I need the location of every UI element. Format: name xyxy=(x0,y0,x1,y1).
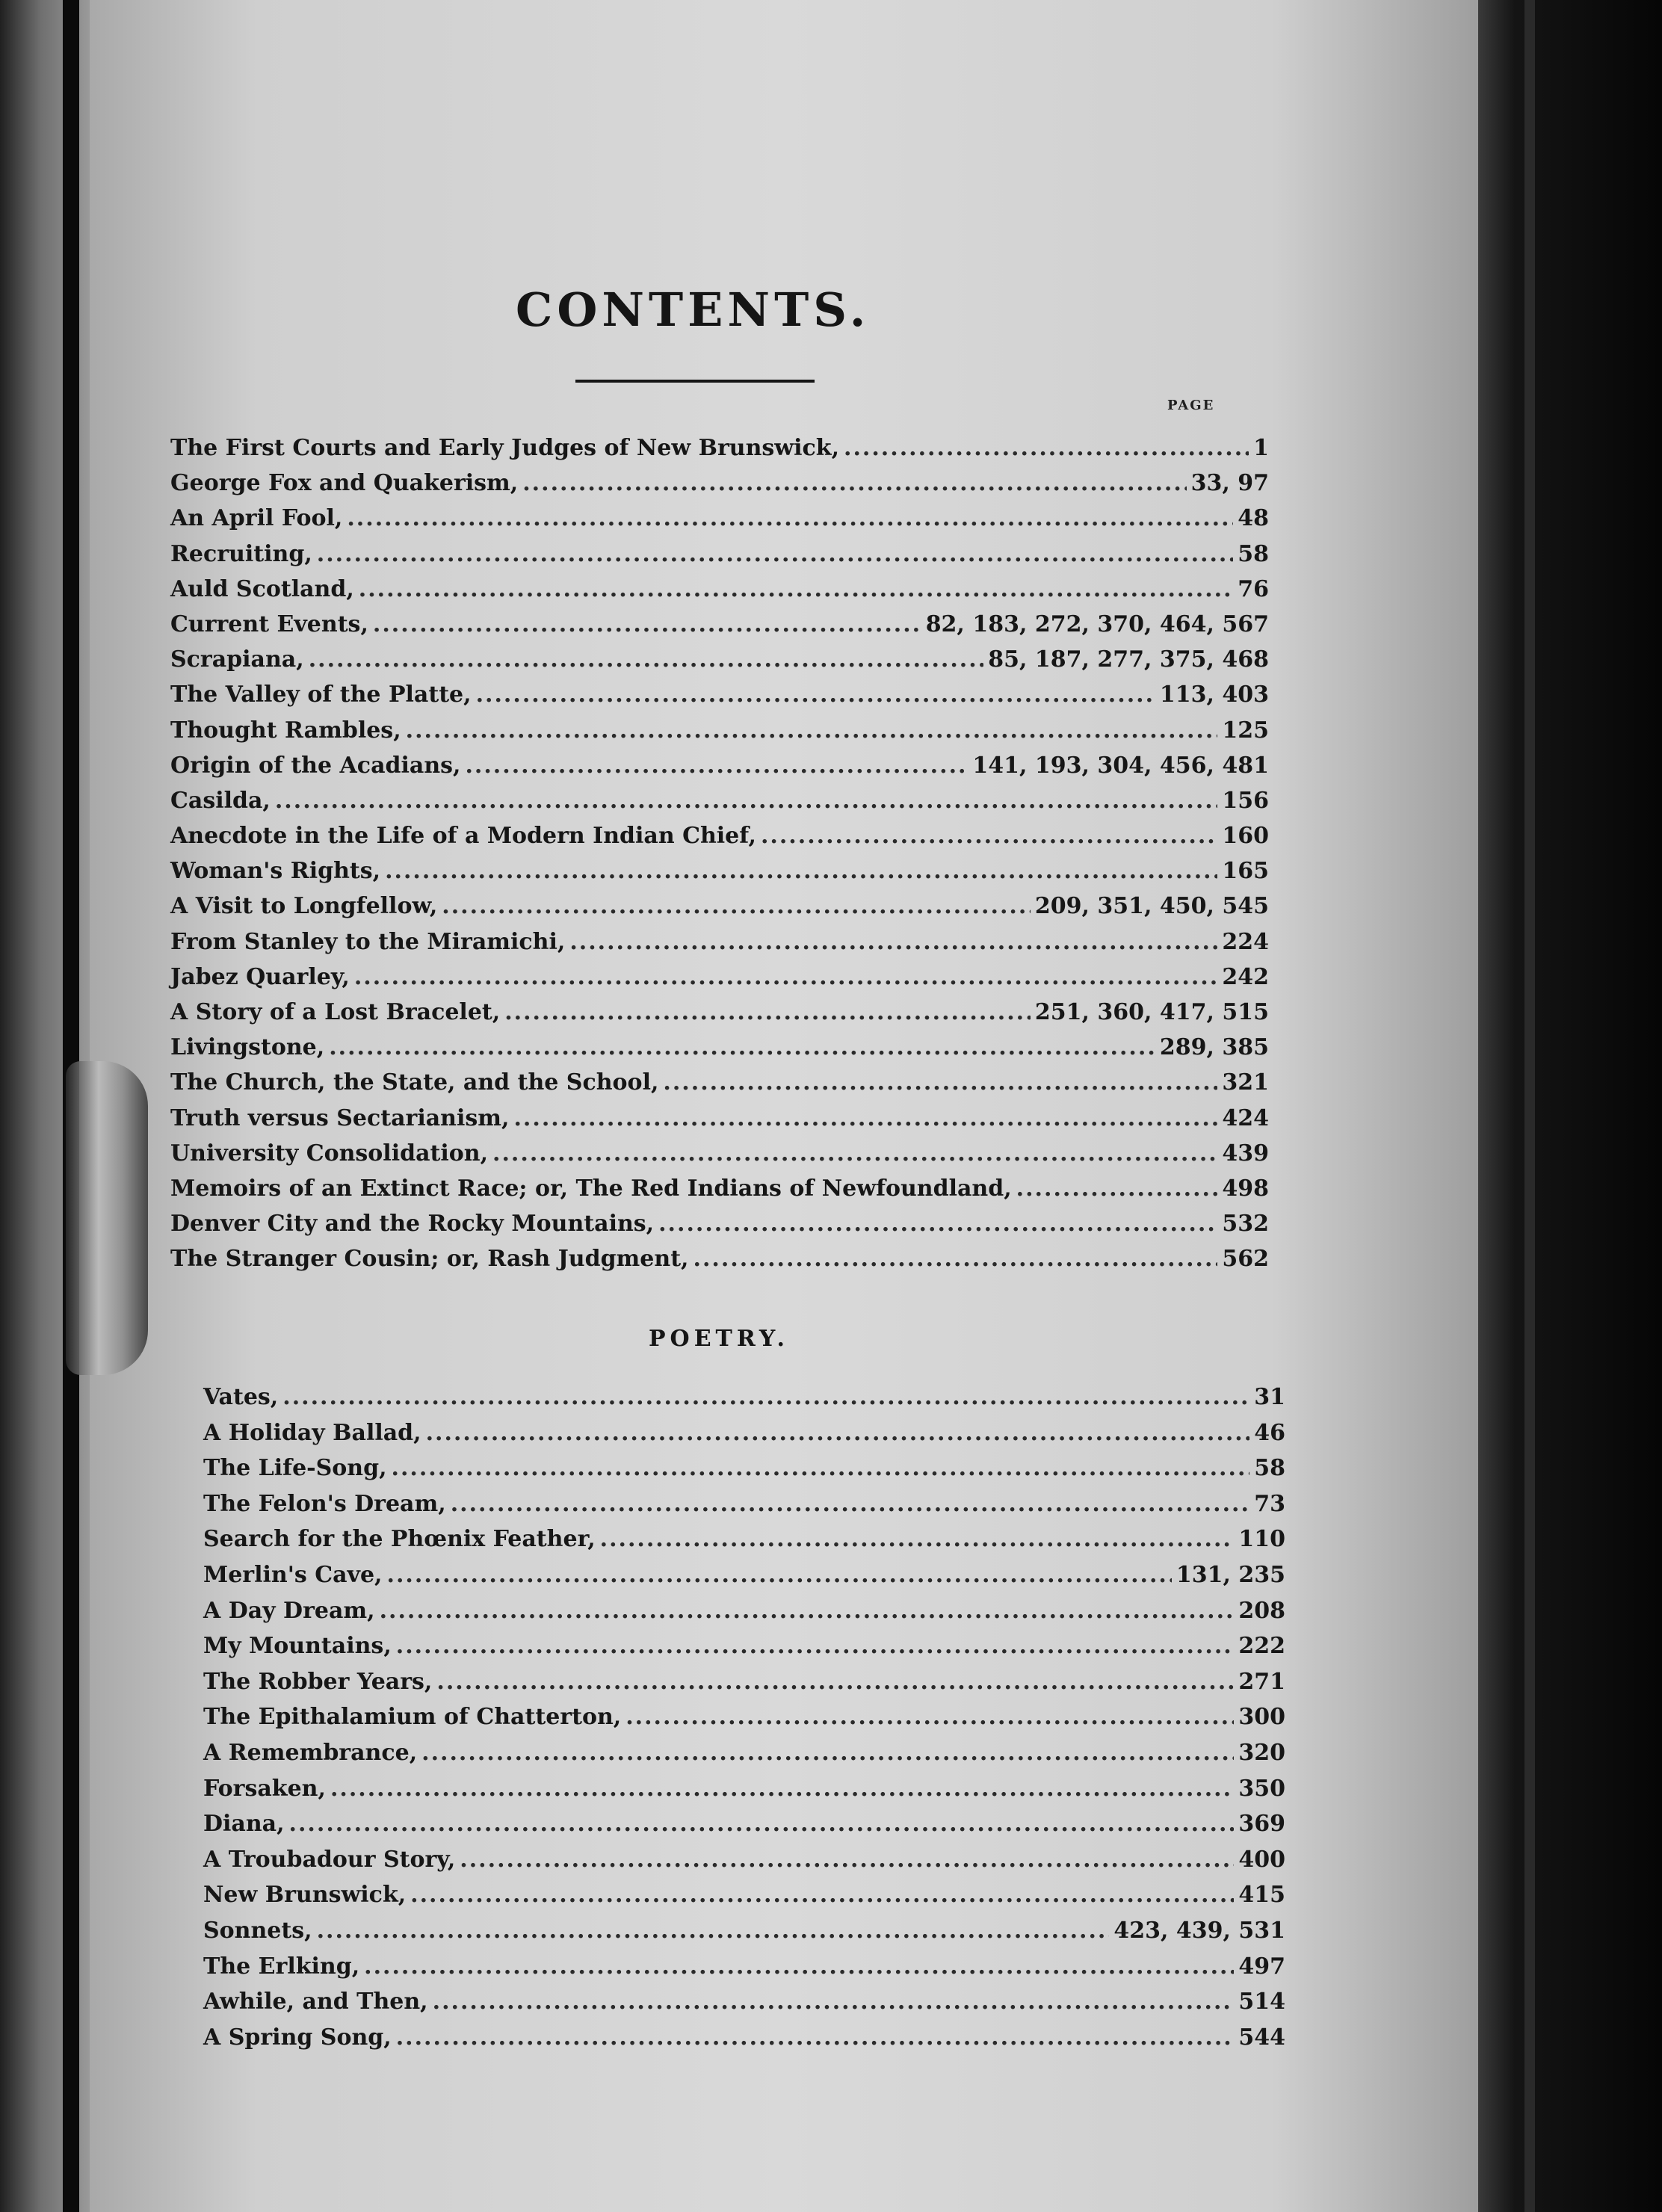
entry-title: Memoirs of an Extinct Race; or, The Red Indians of Newfoundland, xyxy=(170,1175,1012,1202)
toc-entry xyxy=(170,1140,1269,1175)
dot-leader xyxy=(1016,1175,1218,1202)
dot-leader xyxy=(600,1526,1235,1552)
dot-leader xyxy=(396,1633,1235,1659)
toc-entry xyxy=(170,611,1269,646)
dot-leader xyxy=(359,576,1233,602)
entry-pages: 58 xyxy=(1238,540,1269,567)
entry-title: A Day Dream, xyxy=(203,1597,375,1624)
entry-pages: 400 xyxy=(1238,1846,1285,1873)
toc-entry xyxy=(203,1669,1285,1705)
toc-entry xyxy=(170,682,1269,717)
entry-pages: 320 xyxy=(1238,1739,1285,1766)
entry-title: Auld Scotland, xyxy=(170,575,354,602)
entry-pages: 289, 385 xyxy=(1159,1034,1269,1061)
entry-pages: 76 xyxy=(1238,575,1269,602)
toc-entry xyxy=(170,893,1269,928)
entry-pages: 242 xyxy=(1222,963,1269,990)
dot-leader xyxy=(442,893,1031,919)
toc-entry xyxy=(203,1918,1285,1953)
entry-title: The Stranger Cousin; or, Rash Judgment, xyxy=(170,1246,689,1273)
entry-title: George Fox and Quakerism, xyxy=(170,470,519,497)
entry-title: Merlin's Cave, xyxy=(203,1561,383,1588)
entry-pages: 110 xyxy=(1238,1526,1285,1553)
entry-pages: 514 xyxy=(1238,1989,1285,2015)
entry-title: Scrapiana, xyxy=(170,646,304,673)
toc-entry xyxy=(170,717,1269,753)
toc-entry xyxy=(203,1491,1285,1527)
entry-title: New Brunswick, xyxy=(203,1882,407,1909)
dot-leader xyxy=(844,435,1249,461)
entry-title: A Troubadour Story, xyxy=(203,1846,456,1873)
entry-pages: 423, 439, 531 xyxy=(1113,1917,1285,1944)
dot-leader xyxy=(289,1811,1235,1837)
dot-leader xyxy=(354,964,1218,990)
toc-entry xyxy=(203,1989,1285,2024)
toc-entry xyxy=(170,505,1269,540)
toc-entry xyxy=(203,2024,1285,2060)
right-edge xyxy=(1478,0,1662,2212)
entry-pages: 369 xyxy=(1238,1811,1285,1838)
toc-entry xyxy=(170,646,1269,682)
dot-leader xyxy=(317,1918,1110,1944)
dot-leader xyxy=(373,611,921,637)
entry-title: A Remembrance, xyxy=(203,1739,418,1766)
toc-entry xyxy=(203,1562,1285,1598)
toc-entry xyxy=(203,1633,1285,1669)
dot-leader xyxy=(387,1562,1172,1588)
dot-leader xyxy=(658,1211,1217,1237)
entry-title: Awhile, and Then, xyxy=(203,1989,428,2015)
dot-leader xyxy=(492,1140,1217,1167)
toc-entry xyxy=(170,999,1269,1034)
toc-entry xyxy=(203,1953,1285,1989)
toc-entry xyxy=(170,858,1269,893)
toc-entry xyxy=(170,788,1269,823)
entry-pages: 439 xyxy=(1222,1140,1269,1167)
dot-leader xyxy=(460,1847,1234,1873)
toc-entry xyxy=(170,435,1269,470)
entry-title: Recruiting, xyxy=(170,540,312,567)
entry-title: Denver City and the Rocky Mountains, xyxy=(170,1211,655,1238)
toc-entry xyxy=(203,1384,1285,1420)
entry-title: The Valley of the Platte, xyxy=(170,682,472,708)
entry-pages: 209, 351, 450, 545 xyxy=(1034,893,1269,920)
entry-title: Sonnets, xyxy=(203,1917,312,1944)
entry-pages: 31 xyxy=(1254,1384,1285,1410)
dot-leader xyxy=(476,682,1155,708)
toc-entry xyxy=(203,1526,1285,1562)
entry-pages: 46 xyxy=(1254,1419,1285,1446)
poetry-heading: POETRY. xyxy=(649,1326,789,1352)
entry-title: The First Courts and Early Judges of New Brunswick, xyxy=(170,435,840,461)
entry-pages: 251, 360, 417, 515 xyxy=(1034,999,1269,1025)
entry-title: A Holiday Ballad, xyxy=(203,1419,421,1446)
dot-leader xyxy=(426,1420,1250,1446)
dot-leader xyxy=(317,541,1233,567)
toc-entry xyxy=(203,1847,1285,1882)
toc-entry xyxy=(203,1811,1285,1847)
toc-entry xyxy=(203,1420,1285,1456)
toc-entry xyxy=(203,1740,1285,1776)
page-column-label: PAGE xyxy=(1167,398,1215,413)
dot-leader xyxy=(330,1776,1234,1802)
entry-pages: 48 xyxy=(1238,505,1269,532)
toc-entry xyxy=(170,1069,1269,1105)
entry-pages: 125 xyxy=(1222,717,1269,744)
entry-title: Search for the Phœnix Feather, xyxy=(203,1526,596,1553)
entry-pages: 131, 235 xyxy=(1176,1561,1285,1588)
dot-leader xyxy=(406,717,1218,744)
toc-entry xyxy=(170,1175,1269,1211)
page-fold xyxy=(66,1061,148,1375)
toc-entry xyxy=(203,1455,1285,1491)
poetry-contents-list xyxy=(203,1384,1285,2060)
entry-pages: 222 xyxy=(1238,1633,1285,1660)
entry-pages: 160 xyxy=(1222,823,1269,850)
entry-pages: 85, 187, 277, 375, 468 xyxy=(988,646,1269,673)
toc-entry xyxy=(203,1882,1285,1918)
entry-title: University Consolidation, xyxy=(170,1140,489,1167)
toc-entry xyxy=(170,929,1269,964)
toc-entry xyxy=(170,576,1269,611)
dot-leader xyxy=(347,505,1233,531)
entry-title: Origin of the Acadians, xyxy=(170,752,461,779)
entry-pages: 224 xyxy=(1222,928,1269,955)
entry-title: Anecdote in the Life of a Modern Indian Chief, xyxy=(170,823,756,850)
entry-title: The Epithalamium of Chatterton, xyxy=(203,1704,622,1731)
entry-pages: 1 xyxy=(1253,435,1269,461)
entry-pages: 424 xyxy=(1222,1105,1269,1131)
dot-leader xyxy=(522,470,1186,496)
entry-title: A Story of a Lost Bracelet, xyxy=(170,999,501,1025)
dot-leader xyxy=(693,1246,1218,1272)
dot-leader xyxy=(465,753,968,779)
dot-leader xyxy=(380,1598,1235,1624)
entry-pages: 415 xyxy=(1238,1882,1285,1909)
toc-entry xyxy=(170,1105,1269,1140)
entry-pages: 562 xyxy=(1222,1246,1269,1273)
toc-entry xyxy=(170,753,1269,788)
entry-title: The Felon's Dream, xyxy=(203,1490,446,1517)
dot-leader xyxy=(329,1034,1155,1060)
toc-entry xyxy=(170,1246,1269,1281)
dot-leader xyxy=(396,2024,1235,2051)
dot-leader xyxy=(309,646,984,673)
right-edge-strip xyxy=(1524,0,1535,2212)
toc-entry xyxy=(203,1598,1285,1634)
dot-leader xyxy=(275,788,1218,814)
entry-pages: 33, 97 xyxy=(1190,470,1269,497)
toc-entry xyxy=(170,1034,1269,1069)
prose-contents-list xyxy=(170,435,1269,1282)
entry-pages: 141, 193, 304, 456, 481 xyxy=(972,752,1269,779)
dot-leader xyxy=(433,1989,1235,2015)
entry-pages: 350 xyxy=(1238,1775,1285,1802)
dot-leader xyxy=(392,1455,1250,1481)
entry-title: The Robber Years, xyxy=(203,1668,433,1695)
dot-leader xyxy=(663,1069,1217,1096)
entry-pages: 532 xyxy=(1222,1211,1269,1238)
entry-pages: 82, 183, 272, 370, 464, 567 xyxy=(925,611,1269,637)
dot-leader xyxy=(436,1669,1234,1695)
entry-title: Diana, xyxy=(203,1811,285,1838)
entry-pages: 497 xyxy=(1238,1953,1285,1980)
toc-entry xyxy=(203,1704,1285,1740)
dot-leader xyxy=(761,823,1217,849)
entry-pages: 58 xyxy=(1254,1455,1285,1482)
toc-entry xyxy=(170,823,1269,858)
toc-entry xyxy=(203,1776,1285,1811)
entry-title: A Visit to Longfellow, xyxy=(170,893,438,920)
entry-pages: 300 xyxy=(1238,1704,1285,1731)
dot-leader xyxy=(625,1704,1234,1730)
dot-leader xyxy=(504,999,1031,1025)
entry-title: Current Events, xyxy=(170,611,368,637)
entry-title: An April Fool, xyxy=(170,505,343,532)
dot-leader xyxy=(385,858,1217,884)
entry-title: From Stanley to the Miramichi, xyxy=(170,928,566,955)
entry-title: Woman's Rights, xyxy=(170,858,381,885)
entry-title: Livingstone, xyxy=(170,1034,325,1061)
entry-pages: 498 xyxy=(1222,1175,1269,1202)
entry-pages: 113, 403 xyxy=(1159,682,1269,708)
entry-pages: 73 xyxy=(1254,1490,1285,1517)
entry-title: Jabez Quarley, xyxy=(170,963,350,990)
entry-title: My Mountains, xyxy=(203,1633,392,1660)
toc-entry xyxy=(170,470,1269,505)
entry-pages: 208 xyxy=(1238,1597,1285,1624)
dot-leader xyxy=(364,1953,1234,1980)
dot-leader xyxy=(451,1491,1250,1517)
entry-title: Thought Rambles, xyxy=(170,717,401,744)
dot-leader xyxy=(421,1740,1234,1766)
entry-title: The Erlking, xyxy=(203,1953,360,1980)
entry-title: The Church, the State, and the School, xyxy=(170,1069,659,1096)
entry-title: The Life-Song, xyxy=(203,1455,387,1482)
toc-entry xyxy=(170,1211,1269,1246)
dot-leader xyxy=(410,1882,1234,1908)
entry-title: A Spring Song, xyxy=(203,2024,392,2051)
entry-title: Forsaken, xyxy=(203,1775,326,1802)
dot-leader xyxy=(569,929,1217,955)
page-title: CONTENTS. xyxy=(516,282,871,337)
title-rule xyxy=(575,380,815,383)
dot-leader xyxy=(513,1105,1217,1131)
dot-leader xyxy=(282,1384,1249,1410)
entry-pages: 165 xyxy=(1222,858,1269,885)
entry-pages: 321 xyxy=(1222,1069,1269,1096)
entry-title: Vates, xyxy=(203,1384,279,1410)
entry-pages: 544 xyxy=(1238,2024,1285,2051)
entry-title: Casilda, xyxy=(170,787,271,814)
toc-entry xyxy=(170,541,1269,576)
toc-entry xyxy=(170,964,1269,999)
entry-pages: 156 xyxy=(1222,787,1269,814)
entry-title: Truth versus Sectarianism, xyxy=(170,1105,510,1131)
entry-pages: 271 xyxy=(1238,1668,1285,1695)
